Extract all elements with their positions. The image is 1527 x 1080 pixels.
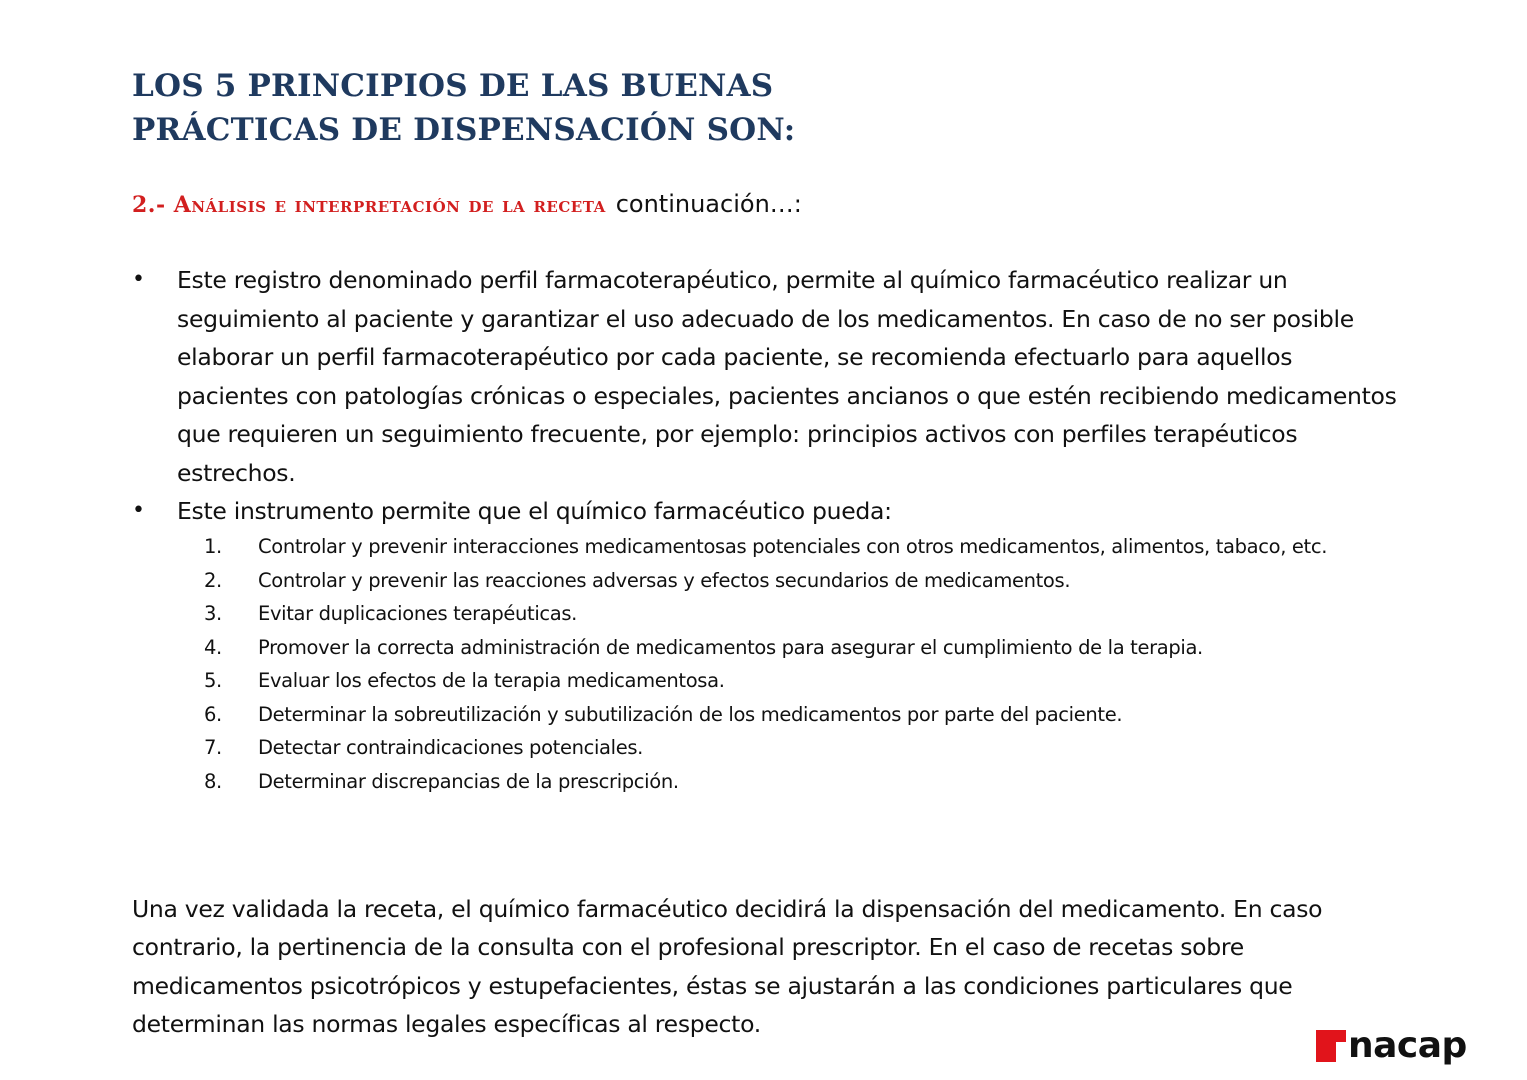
list-item xyxy=(204,698,1454,732)
bullet-text: Este instrumento permite que el químico farmacéutico pueda: xyxy=(177,497,892,525)
title-line-2: PRÁCTICAS DE DISPENSACIÓN SON: xyxy=(132,112,796,148)
bullet-icon: • xyxy=(132,498,145,523)
list-item xyxy=(204,765,1454,799)
bullet-item xyxy=(132,492,1402,531)
logo-mark-icon xyxy=(1316,1030,1346,1062)
bullet-icon: • xyxy=(132,267,145,292)
numbered-list xyxy=(204,530,1454,798)
title-line-1: LOS 5 PRINCIPIOS DE LAS BUENAS xyxy=(132,68,774,104)
item-number: 5. xyxy=(204,669,222,692)
item-number: 4. xyxy=(204,635,222,659)
item-number: 6. xyxy=(204,702,222,726)
closing-paragraph: Una vez validada la receta, el químico farmacéutico decidirá la dispensación del medicamento. En caso contrario, la pertinencia de la consulta con el profesional prescriptor. En el caso de recetas sobre medicamentos psicotrópicos y estupefacientes, éstas se ajustarán a las condiciones particulares que determinan las normas legales específicas al respecto. xyxy=(132,894,1323,1038)
list-item xyxy=(204,631,1454,665)
item-number: 2. xyxy=(204,568,222,592)
item-text: Detectar contraindicaciones potenciales. xyxy=(258,736,644,759)
item-number: 7. xyxy=(204,736,222,759)
item-text: Determinar la sobreutilización y subutilización de los medicamentos por parte del paciente. xyxy=(258,702,1123,726)
list-item xyxy=(204,597,1454,631)
inacap-logo xyxy=(1316,1022,1467,1066)
item-number: 8. xyxy=(204,769,222,793)
item-number: 1. xyxy=(204,535,222,558)
list-item xyxy=(204,731,1454,765)
item-text: Controlar y prevenir interacciones medicamentosas potenciales con otros medicamentos, alimentos, tabaco, etc. xyxy=(258,535,1328,558)
bullet-text: Este registro denominado perfil farmacoterapéutico, permite al químico farmacéutico realizar un seguimiento al paciente y garantizar el uso adecuado de los medicamentos. En caso de no ser posible elaborar un perfil farmacoterapéutico por cada paciente, se recomienda efectuarlo para aquellos pacientes con patologías crónicas o especiales, pacientes ancianos o que estén recibiendo medicamentos que requieren un seguimiento frecuente, por ejemplo: principios activos con perfiles terapéuticos estrechos. xyxy=(177,266,1397,487)
logo-wordmark: nacap xyxy=(1348,1025,1467,1066)
section-title: 2.- Análisis e interpretación de la receta xyxy=(132,192,606,218)
item-number: 3. xyxy=(204,602,222,625)
bullet-item xyxy=(132,261,1402,492)
section-heading xyxy=(132,186,802,222)
bullet-list xyxy=(132,261,1402,531)
item-text: Evaluar los efectos de la terapia medicamentosa. xyxy=(258,669,725,692)
list-item xyxy=(204,664,1454,698)
item-text: Evitar duplicaciones terapéuticas. xyxy=(258,602,578,625)
list-item xyxy=(204,564,1454,598)
page-title xyxy=(132,64,795,152)
item-text: Determinar discrepancias de la prescripción. xyxy=(258,769,679,793)
list-item xyxy=(204,530,1454,564)
section-continuation: continuación…: xyxy=(615,190,802,218)
item-text: Promover la correcta administración de medicamentos para asegurar el cumplimiento de la terapia. xyxy=(258,635,1203,659)
item-text: Controlar y prevenir las reacciones adversas y efectos secundarios de medicamentos. xyxy=(258,568,1071,592)
